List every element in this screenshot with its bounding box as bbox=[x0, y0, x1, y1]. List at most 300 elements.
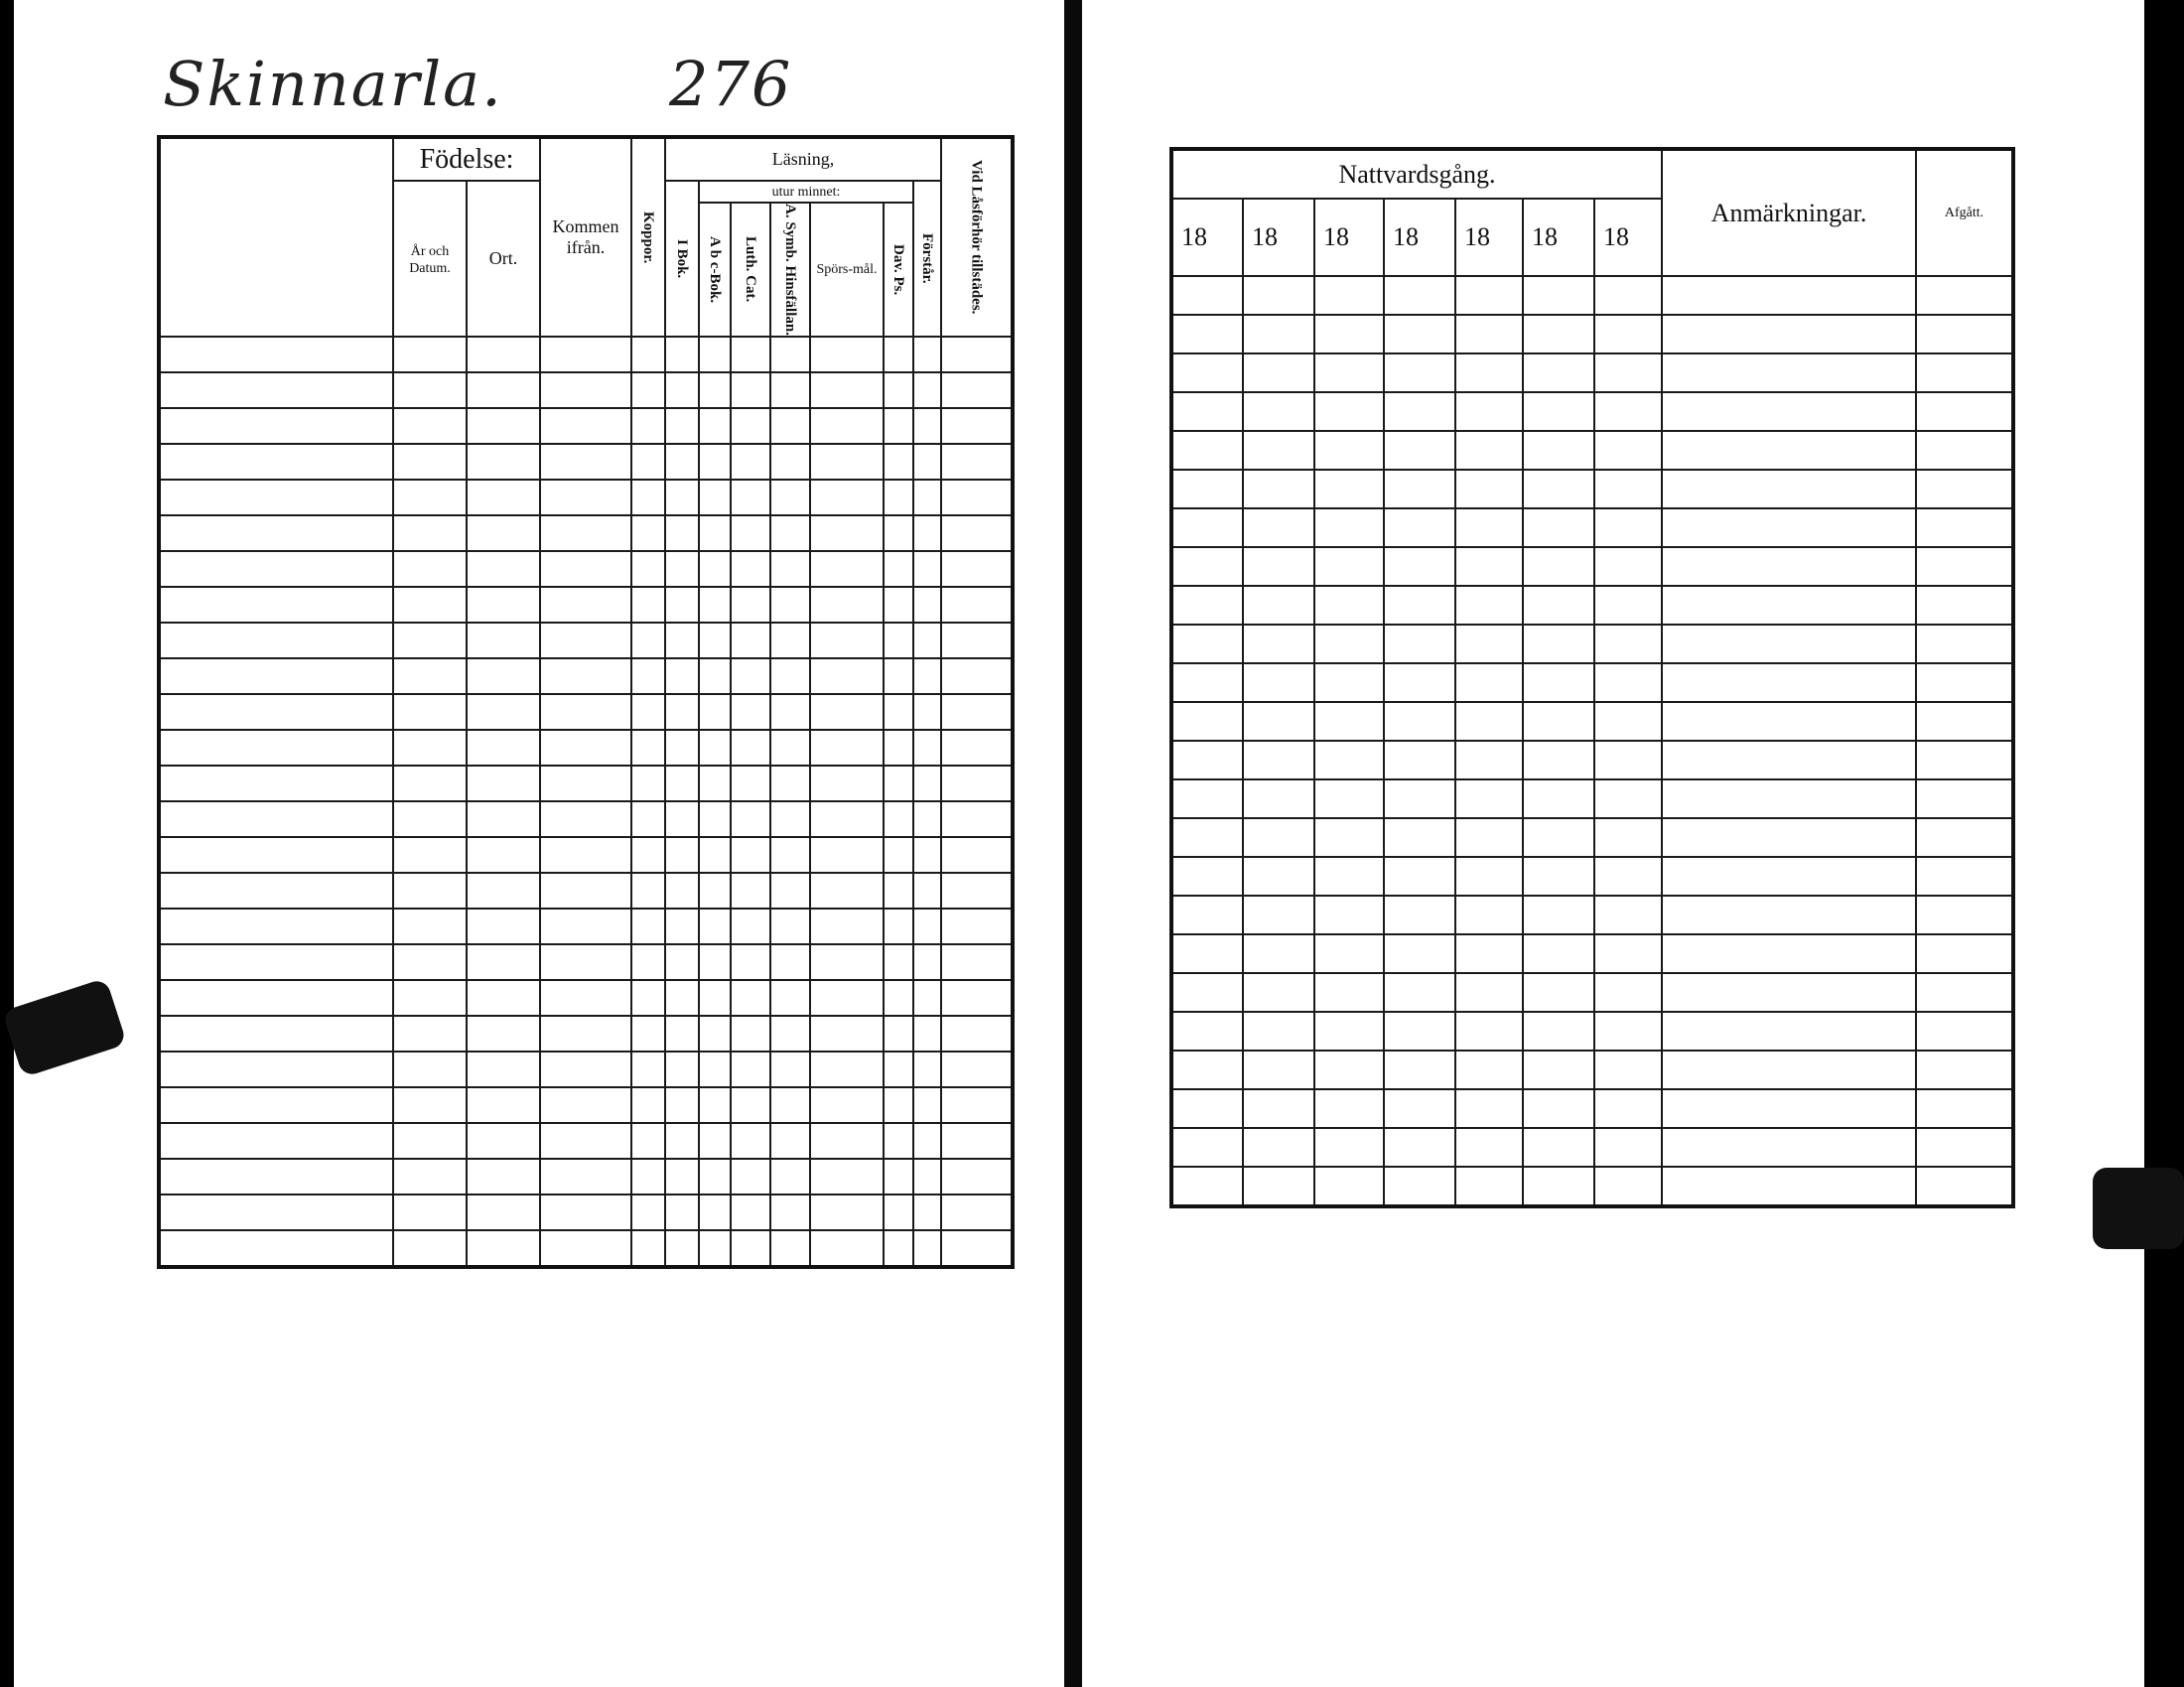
table-cell bbox=[1314, 1128, 1384, 1167]
table-row bbox=[1171, 663, 2013, 702]
table-cell bbox=[393, 1230, 467, 1267]
table-cell bbox=[1171, 1089, 1243, 1128]
table-cell bbox=[1243, 1167, 1314, 1206]
table-cell bbox=[1662, 353, 1916, 392]
table-cell bbox=[1171, 276, 1243, 315]
table-cell bbox=[884, 658, 913, 694]
table-row bbox=[1171, 779, 2013, 818]
table-cell bbox=[1916, 1128, 2013, 1167]
table-cell bbox=[770, 623, 810, 658]
table-row bbox=[1171, 315, 2013, 353]
table-cell bbox=[1455, 896, 1523, 934]
table-row bbox=[159, 1016, 1013, 1052]
table-cell bbox=[467, 801, 540, 837]
table-cell bbox=[1594, 1167, 1662, 1206]
table-cell bbox=[1171, 586, 1243, 625]
table-cell bbox=[467, 480, 540, 515]
table-cell bbox=[1662, 586, 1916, 625]
table-cell bbox=[810, 1016, 884, 1052]
table-cell bbox=[770, 658, 810, 694]
table-cell bbox=[731, 444, 770, 480]
table-cell bbox=[1594, 934, 1662, 973]
table-cell bbox=[699, 1159, 731, 1195]
left-ledger-table bbox=[157, 135, 1015, 1269]
table-cell bbox=[1171, 1128, 1243, 1167]
table-cell bbox=[540, 980, 631, 1016]
table-cell bbox=[159, 444, 393, 480]
table-row bbox=[1171, 973, 2013, 1012]
table-cell bbox=[540, 623, 631, 658]
table-cell bbox=[1171, 741, 1243, 779]
table-cell bbox=[699, 658, 731, 694]
table-cell bbox=[913, 873, 941, 909]
table-cell bbox=[631, 909, 665, 944]
year-header: 18 bbox=[1523, 199, 1594, 276]
table-cell bbox=[770, 1230, 810, 1267]
table-cell bbox=[1916, 934, 2013, 973]
table-cell bbox=[699, 1123, 731, 1159]
table-cell bbox=[810, 658, 884, 694]
table-cell bbox=[631, 1087, 665, 1123]
table-cell bbox=[467, 944, 540, 980]
right-ledger-table bbox=[1169, 147, 2015, 1208]
table-cell bbox=[731, 587, 770, 623]
table-cell bbox=[393, 372, 467, 408]
table-row bbox=[159, 587, 1013, 623]
table-cell bbox=[770, 1159, 810, 1195]
table-cell bbox=[1662, 547, 1916, 586]
table-row bbox=[159, 623, 1013, 658]
table-row bbox=[159, 873, 1013, 909]
table-cell bbox=[540, 444, 631, 480]
table-cell bbox=[941, 515, 1013, 551]
table-cell bbox=[1243, 896, 1314, 934]
table-cell bbox=[1384, 896, 1455, 934]
parish-name-handwriting: Skinnarla. bbox=[163, 48, 503, 120]
table-cell bbox=[665, 1159, 699, 1195]
table-cell bbox=[941, 480, 1013, 515]
table-cell bbox=[665, 587, 699, 623]
table-cell bbox=[770, 694, 810, 730]
table-cell bbox=[159, 623, 393, 658]
table-cell bbox=[159, 944, 393, 980]
table-cell bbox=[467, 694, 540, 730]
table-cell bbox=[810, 944, 884, 980]
i-bok-header: I Bok. bbox=[665, 181, 699, 337]
table-row bbox=[159, 1087, 1013, 1123]
table-cell bbox=[1171, 857, 1243, 896]
table-cell bbox=[393, 444, 467, 480]
table-cell bbox=[1916, 663, 2013, 702]
table-cell bbox=[941, 623, 1013, 658]
table-cell bbox=[1455, 663, 1523, 702]
kommen-ifran-header: Kommen ifrån. bbox=[540, 137, 631, 337]
table-cell bbox=[1314, 586, 1384, 625]
ort-header: Ort. bbox=[467, 181, 540, 337]
table-cell bbox=[1171, 973, 1243, 1012]
table-row bbox=[159, 337, 1013, 372]
table-cell bbox=[1523, 1128, 1594, 1167]
table-cell bbox=[631, 694, 665, 730]
book-gutter bbox=[1064, 0, 1082, 1687]
nattvardsgang-header: Nattvardsgång. bbox=[1171, 149, 1662, 199]
table-cell bbox=[810, 909, 884, 944]
table-cell bbox=[1594, 508, 1662, 547]
table-cell bbox=[1594, 431, 1662, 470]
table-cell bbox=[884, 873, 913, 909]
table-row bbox=[1171, 857, 2013, 896]
table-cell bbox=[467, 1123, 540, 1159]
table-cell bbox=[665, 337, 699, 372]
table-cell bbox=[665, 408, 699, 444]
table-cell bbox=[1594, 315, 1662, 353]
table-cell bbox=[1523, 508, 1594, 547]
table-cell bbox=[1662, 315, 1916, 353]
table-cell bbox=[631, 372, 665, 408]
table-cell bbox=[1384, 741, 1455, 779]
table-cell bbox=[1662, 663, 1916, 702]
table-cell bbox=[1243, 702, 1314, 741]
table-cell bbox=[393, 1052, 467, 1087]
table-cell bbox=[884, 766, 913, 801]
table-cell bbox=[540, 1052, 631, 1087]
table-cell bbox=[731, 1195, 770, 1230]
table-cell bbox=[731, 1159, 770, 1195]
table-cell bbox=[631, 1123, 665, 1159]
table-cell bbox=[1171, 702, 1243, 741]
table-cell bbox=[665, 801, 699, 837]
table-cell bbox=[941, 980, 1013, 1016]
table-cell bbox=[1243, 508, 1314, 547]
table-cell bbox=[665, 372, 699, 408]
table-cell bbox=[1662, 1051, 1916, 1089]
table-cell bbox=[1523, 818, 1594, 857]
table-row bbox=[159, 801, 1013, 837]
year-header: 18 bbox=[1314, 199, 1384, 276]
table-cell bbox=[1916, 973, 2013, 1012]
table-cell bbox=[1384, 586, 1455, 625]
table-cell bbox=[393, 909, 467, 944]
table-cell bbox=[1384, 392, 1455, 431]
table-row bbox=[159, 944, 1013, 980]
table-cell bbox=[731, 873, 770, 909]
table-cell bbox=[699, 408, 731, 444]
table-cell bbox=[1455, 547, 1523, 586]
table-cell bbox=[1384, 625, 1455, 663]
table-cell bbox=[393, 801, 467, 837]
table-cell bbox=[665, 766, 699, 801]
table-cell bbox=[810, 337, 884, 372]
year-header: 18 bbox=[1455, 199, 1523, 276]
table-cell bbox=[913, 372, 941, 408]
table-cell bbox=[884, 909, 913, 944]
table-cell bbox=[913, 658, 941, 694]
table-cell bbox=[540, 909, 631, 944]
table-cell bbox=[884, 1195, 913, 1230]
table-cell bbox=[913, 1195, 941, 1230]
table-cell bbox=[1594, 702, 1662, 741]
table-cell bbox=[1662, 896, 1916, 934]
table-row bbox=[159, 730, 1013, 766]
table-cell bbox=[810, 873, 884, 909]
table-cell bbox=[1523, 973, 1594, 1012]
table-cell bbox=[913, 551, 941, 587]
table-cell bbox=[1455, 586, 1523, 625]
table-cell bbox=[1916, 818, 2013, 857]
table-cell bbox=[731, 408, 770, 444]
table-cell bbox=[884, 730, 913, 766]
table-cell bbox=[1314, 625, 1384, 663]
table-cell bbox=[1384, 431, 1455, 470]
table-cell bbox=[1384, 1167, 1455, 1206]
table-cell bbox=[1455, 702, 1523, 741]
table-cell bbox=[1916, 1167, 2013, 1206]
table-cell bbox=[467, 1230, 540, 1267]
table-cell bbox=[699, 1052, 731, 1087]
table-cell bbox=[1384, 508, 1455, 547]
table-cell bbox=[810, 372, 884, 408]
table-cell bbox=[731, 1052, 770, 1087]
table-cell bbox=[665, 837, 699, 873]
table-cell bbox=[770, 372, 810, 408]
table-row bbox=[1171, 508, 2013, 547]
table-cell bbox=[1455, 1089, 1523, 1128]
table-cell bbox=[1314, 973, 1384, 1012]
table-cell bbox=[1594, 1128, 1662, 1167]
fodelse-header: Födelse: bbox=[393, 137, 540, 181]
table-cell bbox=[1594, 625, 1662, 663]
table-cell bbox=[913, 337, 941, 372]
table-cell bbox=[1662, 431, 1916, 470]
table-cell bbox=[540, 408, 631, 444]
table-cell bbox=[159, 801, 393, 837]
table-cell bbox=[1384, 973, 1455, 1012]
table-cell bbox=[467, 623, 540, 658]
table-cell bbox=[1594, 276, 1662, 315]
table-cell bbox=[665, 623, 699, 658]
table-cell bbox=[1243, 353, 1314, 392]
table-row bbox=[159, 909, 1013, 944]
table-cell bbox=[1916, 508, 2013, 547]
table-cell bbox=[699, 801, 731, 837]
table-cell bbox=[665, 730, 699, 766]
table-cell bbox=[941, 1016, 1013, 1052]
table-cell bbox=[1243, 779, 1314, 818]
table-cell bbox=[731, 337, 770, 372]
table-cell bbox=[631, 1159, 665, 1195]
table-row bbox=[1171, 1089, 2013, 1128]
table-cell bbox=[941, 372, 1013, 408]
table-cell bbox=[1314, 663, 1384, 702]
year-header: 18 bbox=[1171, 199, 1243, 276]
table-cell bbox=[665, 909, 699, 944]
table-cell bbox=[731, 658, 770, 694]
sporsmal-header: Spörs-mål. bbox=[810, 203, 884, 337]
table-cell bbox=[770, 444, 810, 480]
table-cell bbox=[631, 980, 665, 1016]
table-cell bbox=[1916, 547, 2013, 586]
table-cell bbox=[913, 694, 941, 730]
table-cell bbox=[159, 1123, 393, 1159]
table-cell bbox=[731, 694, 770, 730]
table-row bbox=[1171, 896, 2013, 934]
table-cell bbox=[884, 623, 913, 658]
left-ledger-body bbox=[159, 337, 1013, 1267]
table-cell bbox=[1171, 1167, 1243, 1206]
table-cell bbox=[913, 408, 941, 444]
table-cell bbox=[884, 1052, 913, 1087]
table-cell bbox=[1594, 857, 1662, 896]
table-cell bbox=[540, 551, 631, 587]
table-cell bbox=[665, 1087, 699, 1123]
table-cell bbox=[631, 444, 665, 480]
table-cell bbox=[540, 1123, 631, 1159]
table-cell bbox=[1243, 276, 1314, 315]
table-cell bbox=[467, 408, 540, 444]
table-cell bbox=[631, 551, 665, 587]
table-cell bbox=[699, 909, 731, 944]
table-cell bbox=[1662, 470, 1916, 508]
table-cell bbox=[1523, 741, 1594, 779]
table-cell bbox=[941, 730, 1013, 766]
table-cell bbox=[884, 1087, 913, 1123]
table-cell bbox=[467, 766, 540, 801]
table-row bbox=[159, 1195, 1013, 1230]
table-row bbox=[1171, 1012, 2013, 1051]
table-cell bbox=[913, 801, 941, 837]
table-cell bbox=[631, 515, 665, 551]
table-cell bbox=[1384, 779, 1455, 818]
table-cell bbox=[731, 372, 770, 408]
table-cell bbox=[731, 623, 770, 658]
table-cell bbox=[1384, 353, 1455, 392]
table-row bbox=[159, 515, 1013, 551]
table-cell bbox=[699, 1016, 731, 1052]
table-row bbox=[1171, 586, 2013, 625]
table-cell bbox=[699, 1195, 731, 1230]
table-cell bbox=[941, 587, 1013, 623]
table-cell bbox=[665, 1052, 699, 1087]
table-cell bbox=[884, 801, 913, 837]
table-cell bbox=[540, 694, 631, 730]
table-cell bbox=[159, 1052, 393, 1087]
table-cell bbox=[699, 873, 731, 909]
table-cell bbox=[159, 1016, 393, 1052]
dav-ps-header: Dav. Ps. bbox=[884, 203, 913, 337]
table-cell bbox=[1662, 1128, 1916, 1167]
table-cell bbox=[393, 658, 467, 694]
table-cell bbox=[631, 730, 665, 766]
table-cell bbox=[1916, 353, 2013, 392]
table-cell bbox=[159, 1195, 393, 1230]
table-cell bbox=[884, 1159, 913, 1195]
table-cell bbox=[540, 801, 631, 837]
table-row bbox=[1171, 547, 2013, 586]
table-cell bbox=[631, 408, 665, 444]
table-cell bbox=[1916, 276, 2013, 315]
table-cell bbox=[699, 980, 731, 1016]
table-cell bbox=[665, 515, 699, 551]
table-cell bbox=[159, 551, 393, 587]
table-cell bbox=[1523, 431, 1594, 470]
table-cell bbox=[941, 801, 1013, 837]
table-cell bbox=[1523, 934, 1594, 973]
table-cell bbox=[540, 766, 631, 801]
table-cell bbox=[810, 694, 884, 730]
table-cell bbox=[884, 551, 913, 587]
table-cell bbox=[1384, 857, 1455, 896]
table-cell bbox=[770, 944, 810, 980]
table-cell bbox=[540, 372, 631, 408]
table-cell bbox=[1171, 934, 1243, 973]
table-cell bbox=[631, 1195, 665, 1230]
utur-minnet-header: utur minnet: bbox=[699, 181, 913, 203]
table-cell bbox=[1916, 857, 2013, 896]
table-cell bbox=[1455, 934, 1523, 973]
table-cell bbox=[1243, 392, 1314, 431]
table-cell bbox=[1384, 1089, 1455, 1128]
table-cell bbox=[699, 587, 731, 623]
table-cell bbox=[1916, 1012, 2013, 1051]
abc-bok-header: A b c-Bok. bbox=[699, 203, 731, 337]
table-cell bbox=[1171, 392, 1243, 431]
table-cell bbox=[1916, 470, 2013, 508]
table-cell bbox=[665, 1016, 699, 1052]
table-cell bbox=[665, 980, 699, 1016]
table-cell bbox=[731, 801, 770, 837]
table-cell bbox=[631, 1016, 665, 1052]
table-cell bbox=[810, 801, 884, 837]
table-cell bbox=[770, 837, 810, 873]
table-cell bbox=[913, 1230, 941, 1267]
table-cell bbox=[731, 515, 770, 551]
table-cell bbox=[884, 515, 913, 551]
table-cell bbox=[665, 658, 699, 694]
table-cell bbox=[159, 980, 393, 1016]
table-cell bbox=[1594, 1012, 1662, 1051]
table-cell bbox=[810, 730, 884, 766]
table-cell bbox=[467, 909, 540, 944]
table-cell bbox=[540, 515, 631, 551]
table-cell bbox=[770, 337, 810, 372]
table-cell bbox=[1243, 315, 1314, 353]
table-cell bbox=[884, 944, 913, 980]
table-cell bbox=[1314, 1167, 1384, 1206]
table-cell bbox=[884, 694, 913, 730]
table-cell bbox=[1171, 1051, 1243, 1089]
table-cell bbox=[540, 1159, 631, 1195]
table-cell bbox=[1455, 1167, 1523, 1206]
table-cell bbox=[1314, 1012, 1384, 1051]
table-cell bbox=[159, 408, 393, 444]
table-cell bbox=[631, 587, 665, 623]
table-cell bbox=[1594, 586, 1662, 625]
table-cell bbox=[393, 1123, 467, 1159]
table-cell bbox=[1243, 1128, 1314, 1167]
table-cell bbox=[913, 480, 941, 515]
table-cell bbox=[731, 909, 770, 944]
table-row bbox=[159, 1123, 1013, 1159]
table-cell bbox=[393, 980, 467, 1016]
table-cell bbox=[540, 337, 631, 372]
table-cell bbox=[810, 515, 884, 551]
table-cell bbox=[913, 980, 941, 1016]
table-cell bbox=[770, 408, 810, 444]
table-cell bbox=[1171, 547, 1243, 586]
table-cell bbox=[1523, 470, 1594, 508]
table-cell bbox=[941, 1052, 1013, 1087]
table-cell bbox=[1594, 663, 1662, 702]
